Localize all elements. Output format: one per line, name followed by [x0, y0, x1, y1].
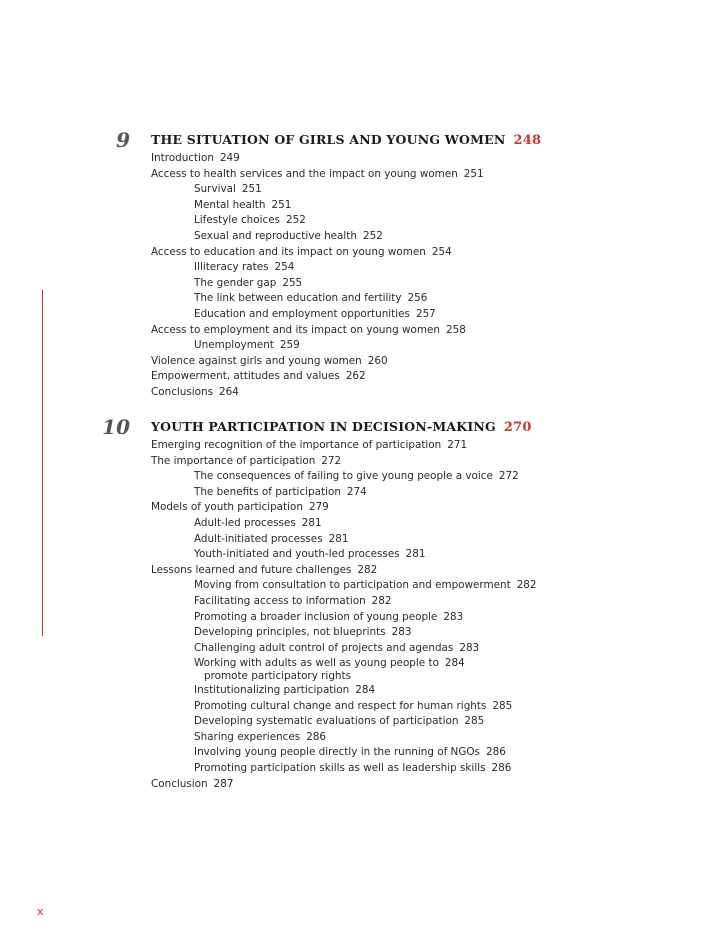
margin-rule [42, 290, 43, 636]
entry-page-number: 257 [415, 308, 436, 320]
entry-title: Promoting cultural change and respect for human rights [194, 699, 487, 712]
entry-page-number: 281 [328, 532, 349, 545]
entry-page-number: 260 [367, 354, 388, 367]
entry-title: Facilitating access to information [194, 595, 366, 607]
entry-title: The importance of participation [151, 454, 316, 467]
toc-entry[interactable] [151, 564, 377, 577]
entry-page-number: 251 [271, 198, 292, 211]
toc-subentry[interactable] [194, 642, 479, 655]
toc-entry[interactable] [151, 370, 366, 383]
entry-page-number: 282 [357, 563, 378, 576]
entry-title: Access to employment and its impact on young women [151, 323, 440, 336]
toc-subentry[interactable] [194, 611, 463, 624]
entry-page-number: 286 [306, 730, 327, 743]
entry-title-continuation: promote participatory rights [204, 670, 351, 683]
entry-page-number: 285 [492, 699, 513, 712]
entry-page-number: 274 [346, 485, 367, 498]
entry-page-number: 272 [321, 454, 342, 467]
entry-page-number: 262 [345, 370, 366, 383]
toc-entry[interactable] [151, 168, 484, 181]
entry-page-number: 254 [431, 245, 452, 258]
entry-title: Involving young people directly in the running of NGOs [194, 746, 480, 759]
entry-title: The gender gap [194, 276, 277, 289]
chapter-number: 9 [116, 128, 130, 152]
toc-subentry[interactable] [194, 731, 326, 744]
entry-page-number: 283 [391, 626, 412, 639]
entry-title: Lifestyle choices [194, 214, 281, 227]
entry-title: Access to education and its impact on young women [151, 245, 426, 258]
entry-page-number: 258 [445, 323, 466, 336]
entry-title: Empowerment, attitudes and values [151, 370, 340, 383]
toc-subentry[interactable] [194, 470, 519, 483]
toc-subentry[interactable] [194, 700, 512, 713]
entry-page-number: 252 [362, 230, 383, 242]
entry-title: Sexual and reproductive health [194, 230, 357, 242]
chapter-heading[interactable] [151, 131, 541, 150]
chapter-number: 10 [102, 415, 130, 439]
toc-entry[interactable] [151, 439, 467, 452]
entry-page-number: 282 [371, 595, 392, 607]
toc-entry[interactable] [151, 501, 329, 514]
entry-title: Promoting a broader inclusion of young people [194, 610, 438, 623]
toc-subentry[interactable] [194, 657, 465, 683]
toc-subentry[interactable] [194, 762, 511, 775]
entry-title: Youth-initiated and youth-led processes [194, 548, 400, 561]
toc-subentry[interactable] [194, 261, 294, 274]
toc-subentry[interactable] [194, 746, 506, 759]
entry-page-number: 286 [491, 762, 512, 774]
entry-title: Models of youth participation [151, 501, 303, 514]
entry-page-number: 281 [301, 517, 322, 529]
entry-title: Unemployment [194, 339, 274, 352]
entry-title: Working with adults as well as young people to [194, 657, 439, 670]
entry-title: Survival [194, 183, 236, 196]
entry-page-number: 283 [459, 641, 480, 654]
toc-subentry[interactable] [194, 684, 375, 697]
entry-title: Institutionalizing participation [194, 684, 350, 696]
toc-subentry[interactable] [194, 486, 367, 499]
entry-title: The benefits of participation [194, 485, 341, 498]
entry-page-number: 281 [405, 548, 426, 561]
toc-subentry[interactable] [194, 533, 348, 546]
entry-title: Challenging adult control of projects and agendas [194, 641, 454, 654]
toc-entry[interactable] [151, 778, 233, 791]
entry-page-number: 264 [219, 386, 239, 398]
chapter-title: YOUTH PARTICIPATION IN DECISION-MAKING [151, 419, 496, 434]
entry-page-number: 249 [219, 152, 240, 164]
entry-page-number: 259 [279, 339, 300, 352]
entry-title: Introduction [151, 152, 214, 164]
entry-title: The consequences of failing to give young people a voice [194, 470, 493, 483]
toc-subentry[interactable] [194, 715, 484, 728]
entry-page-number: 287 [213, 777, 234, 790]
entry-title: Developing systematic evaluations of participation [194, 715, 459, 728]
toc-subentry[interactable] [194, 308, 436, 321]
entry-page-number: 255 [282, 276, 303, 289]
entry-page-number: 279 [308, 501, 329, 514]
toc-entry[interactable] [151, 355, 388, 368]
toc-entry[interactable] [151, 386, 239, 399]
entry-title: Violence against girls and young women [151, 354, 362, 367]
entry-title: Illiteracy rates [194, 261, 269, 274]
entry-page-number: 282 [516, 579, 537, 592]
toc-subentry[interactable] [194, 579, 537, 592]
entry-page-number: 272 [498, 470, 519, 483]
toc-subentry[interactable] [194, 595, 392, 608]
entry-title: Sharing experiences [194, 730, 301, 743]
entry-page-number: 252 [286, 214, 306, 227]
entry-title: Developing principles, not blueprints [194, 626, 386, 639]
entry-page-number: 284 [355, 684, 376, 696]
chapter-heading[interactable] [151, 418, 532, 437]
toc-subentry[interactable] [194, 548, 425, 561]
toc-entry[interactable] [151, 152, 240, 165]
entry-title: Adult-initiated processes [194, 532, 323, 545]
entry-page-number: 254 [274, 261, 295, 274]
entry-title: Emerging recognition of the importance of participation [151, 439, 442, 451]
toc-entry[interactable] [151, 324, 466, 337]
toc-subentry[interactable] [194, 214, 306, 227]
entry-page-number: 251 [241, 183, 262, 196]
entry-page-number: 271 [447, 439, 468, 451]
entry-title: Promoting participation skills as well as leadership skills [194, 762, 486, 774]
entry-title: Moving from consultation to participation and empowerment [194, 579, 511, 592]
entry-page-number: 251 [463, 167, 484, 180]
toc-subentry[interactable] [194, 339, 300, 352]
entry-title: Access to health services and the impact on young women [151, 167, 458, 180]
toc-subentry[interactable] [194, 292, 427, 305]
entry-page-number: 283 [443, 610, 464, 623]
entry-title: Conclusions [151, 386, 214, 398]
entry-title: The link between education and fertility [194, 292, 402, 305]
entry-title: Mental health [194, 198, 266, 211]
entry-page-number: 284 [444, 657, 465, 670]
entry-title: Adult-led processes [194, 517, 296, 529]
chapter-title: THE SITUATION OF GIRLS AND YOUNG WOMEN [151, 132, 506, 147]
entry-page-number: 256 [407, 292, 428, 305]
toc-subentry[interactable] [194, 183, 262, 196]
toc-subentry[interactable] [194, 230, 383, 243]
toc-subentry[interactable] [194, 199, 291, 212]
chapter-page-number: 248 [513, 133, 542, 148]
entry-title: Conclusion [151, 777, 208, 790]
entry-title: Lessons learned and future challenges [151, 563, 352, 576]
toc-subentry[interactable] [194, 626, 411, 639]
entry-title: Education and employment opportunities [194, 308, 410, 320]
toc-subentry[interactable] [194, 277, 302, 290]
entry-page-number: 285 [464, 715, 485, 728]
entry-page-number: 286 [485, 746, 506, 759]
chapter-page-number: 270 [503, 420, 532, 435]
toc-subentry[interactable] [194, 517, 322, 530]
page-folio: x [37, 905, 44, 918]
toc-entry[interactable] [151, 455, 341, 468]
toc-entry[interactable] [151, 246, 452, 259]
